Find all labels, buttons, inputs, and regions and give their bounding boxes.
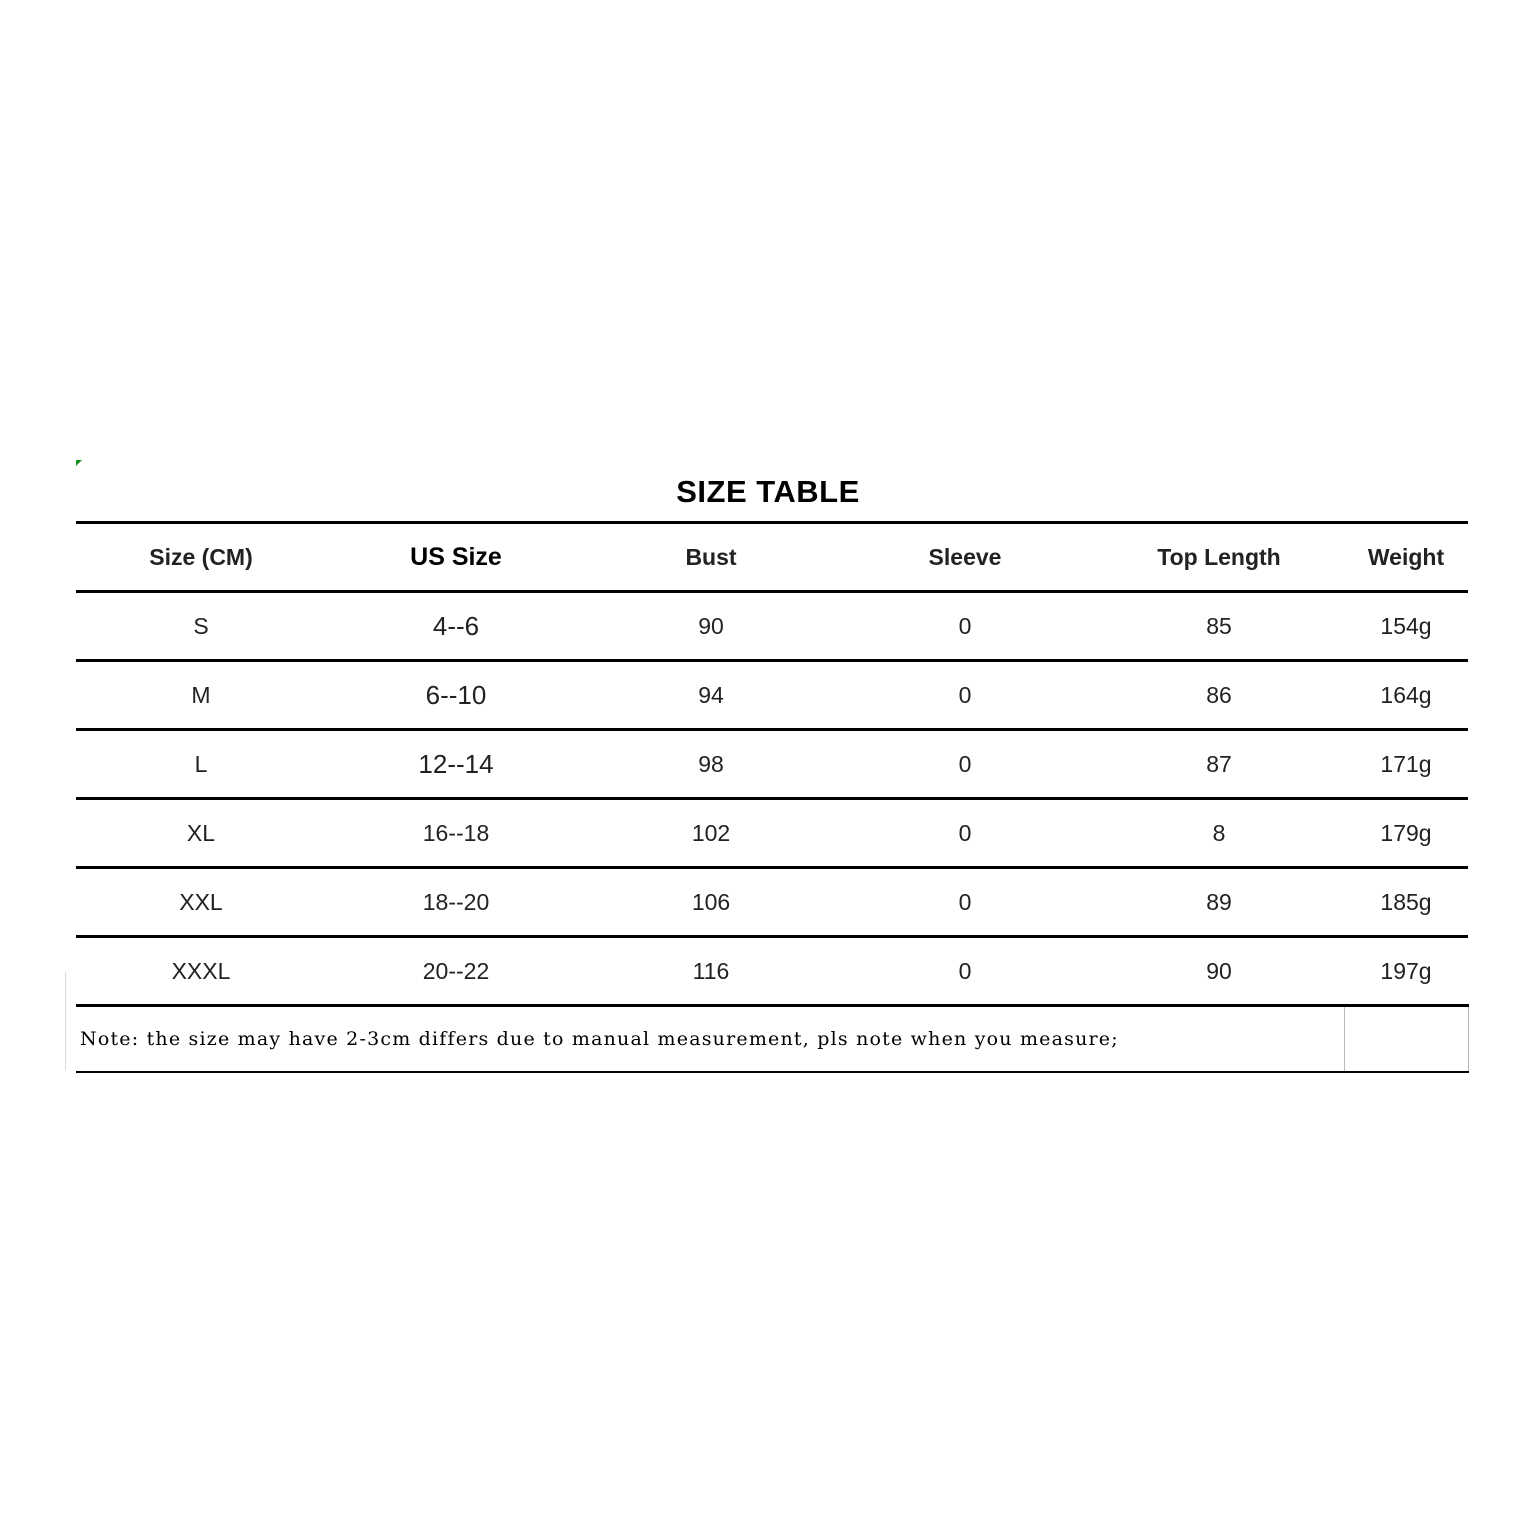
header-us-size: US Size [326,523,586,592]
top-length-cell: 87 [1094,730,1344,799]
corner-marker [76,460,82,466]
header-weight: Weight [1344,523,1468,592]
note-empty-cell [1344,1006,1468,1073]
top-length-cell: 86 [1094,661,1344,730]
table-row [76,592,1468,661]
bust-cell: 102 [586,799,836,868]
size-cell: XXXL [76,937,326,1006]
weight-cell: 197g [1344,937,1468,1006]
top-length-cell: 85 [1094,592,1344,661]
size-cell: XL [76,799,326,868]
us-size-cell: 4--6 [326,592,586,661]
note-row [76,1006,1468,1073]
size-cell: M [76,661,326,730]
sleeve-cell: 0 [836,868,1094,937]
header-size-cm: Size (CM) [76,523,326,592]
header-row [76,523,1468,592]
sleeve-cell: 0 [836,937,1094,1006]
us-size-cell: 12--14 [326,730,586,799]
us-size-cell: 18--20 [326,868,586,937]
table-row [76,661,1468,730]
us-size-cell: 20--22 [326,937,586,1006]
size-cell: XXL [76,868,326,937]
header-top-length: Top Length [1094,523,1344,592]
table-row [76,799,1468,868]
bust-cell: 98 [586,730,836,799]
bust-cell: 116 [586,937,836,1006]
top-length-cell: 89 [1094,868,1344,937]
table-row [76,868,1468,937]
size-cell: L [76,730,326,799]
weight-cell: 185g [1344,868,1468,937]
weight-cell: 164g [1344,661,1468,730]
bust-cell: 94 [586,661,836,730]
table-row [76,730,1468,799]
weight-cell: 171g [1344,730,1468,799]
size-table [76,521,1469,1073]
weight-cell: 154g [1344,592,1468,661]
weight-cell: 179g [1344,799,1468,868]
sleeve-cell: 0 [836,661,1094,730]
sleeve-cell: 0 [836,592,1094,661]
top-length-cell: 8 [1094,799,1344,868]
bust-cell: 106 [586,868,836,937]
header-bust: Bust [586,523,836,592]
table-row [76,937,1468,1006]
sleeve-cell: 0 [836,730,1094,799]
top-length-cell: 90 [1094,937,1344,1006]
table-title: SIZE TABLE [676,474,860,509]
header-sleeve: Sleeve [836,523,1094,592]
sleeve-cell: 0 [836,799,1094,868]
us-size-cell: 6--10 [326,661,586,730]
us-size-cell: 16--18 [326,799,586,868]
left-edge-mark [65,972,66,1070]
size-cell: S [76,592,326,661]
measurement-note: Note: the size may have 2-3cm differs due to manual measurement, pls note when you measure; [76,1006,1344,1073]
bust-cell: 90 [586,592,836,661]
